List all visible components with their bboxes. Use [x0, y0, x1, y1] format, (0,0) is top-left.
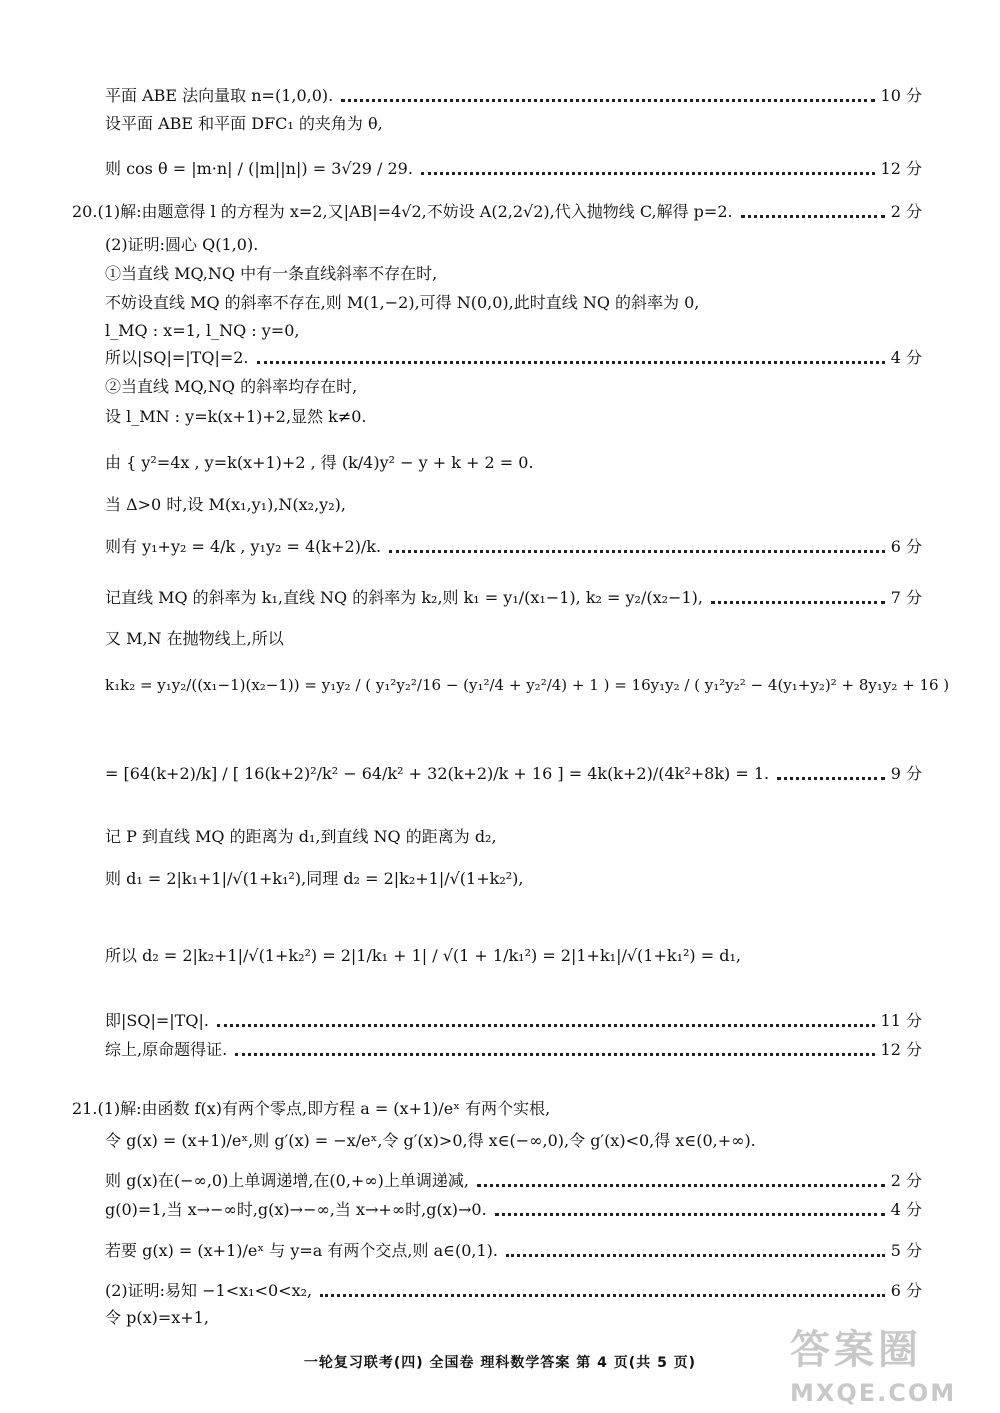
solution-line: (2)证明:易知 −1<x₁<0<x₂, 6 分	[105, 1281, 922, 1300]
score-label: 4 分	[890, 1200, 922, 1219]
leader-dots	[477, 1184, 885, 1187]
leader-dots	[741, 215, 885, 218]
solution-line: ②当直线 MQ,NQ 的斜率均存在时,	[105, 377, 358, 396]
solution-line: 综上,原命题得证. 12 分	[105, 1040, 922, 1059]
solution-line: 则 cos θ = |m·n| / (|m||n|) = 3√29 / 29. 12 分	[105, 159, 922, 178]
solution-line: 平面 ABE 法向量取 n=(1,0,0). 10 分	[105, 86, 922, 105]
solution-line: 则有 y₁+y₂ = 4/k , y₁y₂ = 4(k+2)/k. 6 分	[105, 537, 922, 556]
question-21-heading: 21.(1)解:由函数 f(x)有两个零点,即方程 a = (x+1)/eˣ 有两个实根,	[72, 1099, 551, 1118]
solution-line: 则 d₁ = 2|k₁+1|/√(1+k₁²),同理 d₂ = 2|k₂+1|/√(1+k₂²),	[105, 869, 524, 888]
score-label: 12 分	[880, 159, 922, 178]
score-label: 6 分	[890, 1281, 922, 1300]
slope-product-formula: k₁k₂ = y₁y₂/((x₁−1)(x₂−1)) = y₁y₂ / ( y₁²y₂²/16 − (y₁²/4 + y₂²/4) + 1 ) = 16y₁y₂ / ( y₁²y₂² − 4(y₁+y₂)² + 8y₁y₂ + 16 )	[105, 676, 950, 694]
score-label: 2 分	[890, 1171, 922, 1190]
solution-line: 记直线 MQ 的斜率为 k₁,直线 NQ 的斜率为 k₂,则 k₁ = y₁/(x₁−1), k₂ = y₂/(x₂−1), 7 分	[105, 588, 922, 607]
leader-dots	[341, 99, 874, 102]
solution-line: 当 Δ>0 时,设 M(x₁,y₁),N(x₂,y₂),	[105, 495, 346, 514]
solution-line: (2)证明:圆心 Q(1,0).	[105, 235, 259, 254]
leader-dots	[235, 1053, 874, 1056]
solution-line: 设 l_MN : y=k(x+1)+2,显然 k≠0.	[105, 407, 367, 426]
solution-line: 设平面 ABE 和平面 DFC₁ 的夹角为 θ,	[105, 114, 383, 133]
score-label: 4 分	[890, 348, 922, 367]
solution-line: 则 g(x)在(−∞,0)上单调递增,在(0,+∞)上单调递减, 2 分	[105, 1171, 922, 1190]
leader-dots	[257, 361, 885, 364]
solution-line: = [64(k+2)/k] / [ 16(k+2)²/k² − 64/k² + 32(k+2)/k + 16 ] = 4k(k+2)/(4k²+8k) = 1. 9 分	[105, 764, 922, 783]
score-label: 12 分	[880, 1040, 922, 1059]
solution-line: 不妨设直线 MQ 的斜率不存在,则 M(1,−2),可得 N(0,0),此时直线 NQ 的斜率为 0,	[105, 293, 700, 312]
score-label: 6 分	[890, 537, 922, 556]
leader-dots	[389, 550, 885, 553]
solution-line: 所以|SQ|=|TQ|=2. 4 分	[105, 348, 922, 367]
leader-dots	[320, 1294, 885, 1297]
score-label: 10 分	[880, 86, 922, 105]
solution-line: 若要 g(x) = (x+1)/eˣ 与 y=a 有两个交点,则 a∈(0,1). 5 分	[105, 1241, 922, 1260]
solution-line: g(0)=1,当 x→−∞时,g(x)→−∞,当 x→+∞时,g(x)→0. 4 分	[105, 1200, 922, 1219]
leader-dots	[217, 1024, 875, 1027]
leader-dots	[506, 1254, 885, 1257]
solution-line: 又 M,N 在抛物线上,所以	[105, 629, 284, 648]
page-footer: 一轮复习联考(四) 全国卷 理科数学答案 第 4 页(共 5 页)	[303, 1355, 697, 1371]
solution-line: l_MQ : x=1, l_NQ : y=0,	[105, 321, 300, 340]
question-20-heading: 20.(1)解:由题意得 l 的方程为 x=2,又|AB|=4√2,不妨设 A(2,2√2),代入抛物线 C,解得 p=2. 2 分	[72, 202, 922, 221]
solution-line: 由 { y²=4x , y=k(x+1)+2 , 得 (k/4)y² − y + k + 2 = 0.	[105, 453, 534, 472]
solution-line: 记 P 到直线 MQ 的距离为 d₁,到直线 NQ 的距离为 d₂,	[105, 827, 497, 846]
leader-dots	[421, 172, 875, 175]
leader-dots	[777, 777, 885, 780]
solution-line: 令 g(x) = (x+1)/eˣ,则 g′(x) = −x/eˣ,令 g′(x)>0,得 x∈(−∞,0),令 g′(x)<0,得 x∈(0,+∞).	[105, 1131, 756, 1150]
solution-line: ①当直线 MQ,NQ 中有一条直线斜率不存在时,	[105, 264, 438, 283]
solution-line: 所以 d₂ = 2|k₂+1|/√(1+k₂²) = 2|1/k₁ + 1| / √(1 + 1/k₁²) = 2|1+k₁|/√(1+k₁²) = d₁,	[105, 946, 741, 965]
watermark-sub: MXQE.COM	[790, 1379, 957, 1407]
watermark-main: 答案圈	[790, 1327, 922, 1373]
score-label: 11 分	[880, 1011, 922, 1030]
score-label: 7 分	[890, 588, 922, 607]
score-label: 5 分	[890, 1241, 922, 1260]
solution-line: 令 p(x)=x+1,	[105, 1308, 209, 1327]
solution-line: 即|SQ|=|TQ|. 11 分	[105, 1011, 922, 1030]
leader-dots	[495, 1213, 885, 1216]
score-label: 2 分	[890, 202, 922, 221]
leader-dots	[711, 601, 885, 604]
watermark-logo	[790, 1318, 980, 1408]
score-label: 9 分	[890, 764, 922, 783]
